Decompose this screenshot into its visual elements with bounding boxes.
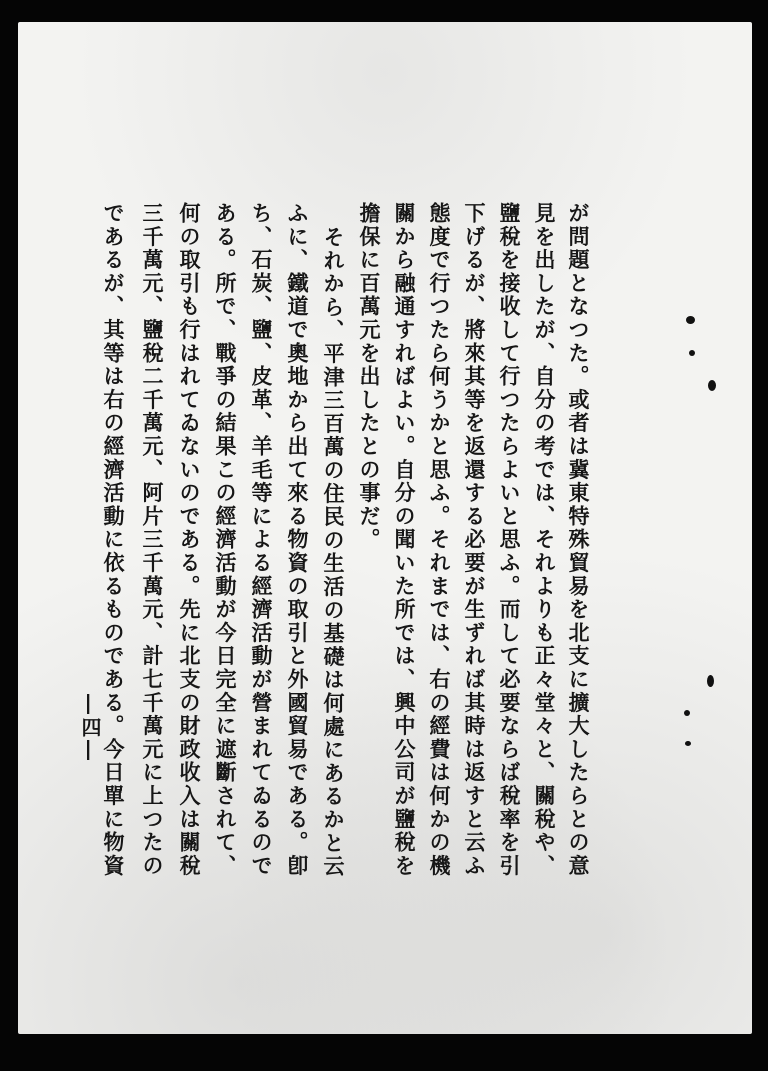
text-column: 擔保に百萬元を出したとの事だ。: [357, 202, 382, 552]
scan-speck: [685, 741, 691, 746]
text-column: であるが、其等は右の經濟活動に依るものである。今日單に物資: [101, 202, 126, 878]
scanned-page: [18, 22, 752, 1034]
text-column: ふに、鐵道で奧地から出て來る物資の取引と外國貿易である。卽: [285, 202, 310, 878]
text-column-paragraph-start: それから、平津三百萬の住民の生活の基礎は何處にあるかと云: [321, 226, 346, 879]
scan-speck: [684, 710, 690, 716]
text-column: 何の取引も行はれてゐないのである。先に北支の財政收入は關稅: [177, 202, 202, 878]
scan-speck: [708, 380, 716, 391]
page-number: ―四―: [78, 694, 102, 763]
scan-speck: [689, 350, 695, 356]
text-column: 下げるが、將來其等を返還する必要が生ずれば其時は返すと云ふ: [462, 202, 487, 878]
text-column: 關から融通すればよい。自分の聞いた所では、興中公司が鹽稅を: [392, 202, 417, 878]
text-column: ある。所で、戰爭の結果この經濟活動が今日完全に遮斷されて、: [213, 202, 238, 878]
text-column: 三千萬元、鹽稅二千萬元、阿片三千萬元、計七千萬元に上つたの: [140, 202, 165, 878]
text-column: 見を出したが、自分の考では、それよりも正々堂々と、關稅や、: [532, 202, 557, 878]
text-column: が問題となつた。或者は冀東特殊貿易を北支に擴大したらとの意: [566, 202, 591, 878]
text-column: 態度で行つたら何うかと思ふ。それまでは、右の經費は何かの機: [427, 202, 452, 878]
scan-speck: [707, 675, 714, 687]
text-column: ち、石炭、鹽、皮革、羊毛等による經濟活動が營まれてゐるので: [249, 202, 274, 878]
text-column: 鹽稅を接收して行つたらよいと思ふ。而して必要ならば稅率を引: [497, 202, 522, 878]
scan-speck: [686, 316, 695, 324]
